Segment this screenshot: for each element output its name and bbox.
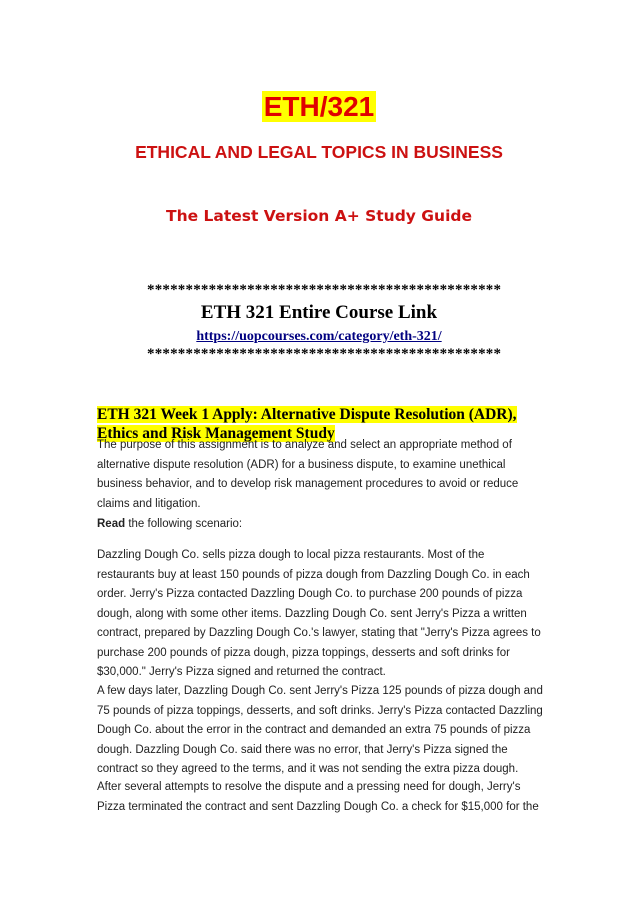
scenario-text-3: After several attempts to resolve the dispute and a pressing need for dough, Jerry's Pizza terminated the contract and sent Dazzling Dough Co. a check for $15,000 for the: [97, 781, 539, 813]
course-code-text: ETH/321: [263, 91, 375, 122]
course-link-title: ETH 321 Entire Course Link: [200, 302, 438, 323]
scenario-paragraph-1: [97, 546, 545, 683]
scenario-text-1: Dazzling Dough Co. sells pizza dough to local pizza restaurants. Most of the restaurants buy at least 150 pounds of pizza dough from Dazzling Dough Co. in each order. Jerry's Pizza contacted Dazzling Dough Co. to purchase 200 pounds of pizza dough, along with some other items. Dazzling Dough Co. sent Jerry's Pizza a written contract, prepared by Dazzling Dough Co.'s lawyer, stating that "Jerry's Pizza agrees to purchase 200 pounds of pizza dough, pizza toppings, desserts and soft drinks for $30,000." Jerry's Pizza signed and returned the contract.: [97, 549, 541, 678]
scenario-text-2: A few days later, Dazzling Dough Co. sent Jerry's Pizza 125 pounds of pizza dough and 75 pounds of pizza toppings, desserts, and soft drinks. Jerry's Pizza contacted Dazzling Dough Co. about the error in the contract and demanded an extra 75 pounds of pizza dough. Dazzling Dough Co. said there was no error, that Jerry's Pizza signed the contract so they agreed to the terms, and it was not sending the extra pizza dough.: [97, 685, 543, 775]
course-link-url[interactable]: https://uopcourses.com/category/eth-321/: [196, 329, 442, 344]
stars-divider-bottom: **********************************************: [147, 346, 502, 362]
scenario-paragraph-3: [97, 778, 545, 817]
scenario-paragraph-2: [97, 682, 545, 780]
tagline: The Latest Version A+ Study Guide: [166, 207, 472, 225]
assignment-heading-line2: Ethics and Risk Management Study: [97, 425, 335, 442]
assignment-heading-line1: ETH 321 Week 1 Apply: Alternative Dispute Resolution (ADR),: [97, 406, 517, 423]
purpose-text: The purpose of this assignment is to analyze and select an appropriate method of alternative dispute resolution (ADR) for a business dispute, to examine unethical business behavior, and to develop risk management procedures to avoid or reduce claims and litigation.: [97, 439, 519, 510]
course-title: ETHICAL AND LEGAL TOPICS IN BUSINESS: [135, 142, 503, 162]
read-rest: the following scenario:: [125, 518, 243, 530]
purpose-paragraph: [97, 436, 545, 514]
read-label: Read: [97, 518, 126, 530]
read-instruction: [97, 515, 545, 535]
stars-divider-top: **********************************************: [147, 282, 502, 298]
course-code: [0, 90, 638, 124]
